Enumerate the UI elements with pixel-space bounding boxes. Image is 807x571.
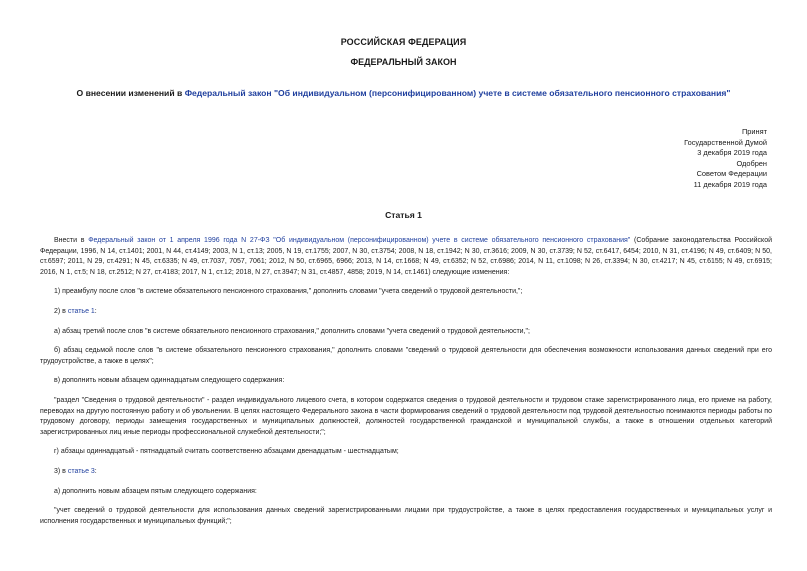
p2-suffix: : <box>94 307 97 315</box>
acceptance-block <box>684 127 767 191</box>
intro-suffix: (Собрание законодательства Российской Федерации, 1996, N 14, ст.1401; 2001, N 44, ст.4149; 2003, N 1, ст.13; 2005, N 19, ст.1755; 2007, N 30, ст.3754; 2008, N 18, ст.1942; N 30, ст.3616; 2009, N 30, ст.3739; N 52, ст.6417, 6454; 2010, N 31, ст.4196; N 49, ст.6409; N 50, ст.6597; 2011, N 29, ст.4291; N 45, ст.6335; N 49, ст.7037, 7057, 7061; 2012, N 50, ст.6965, 6966; 2013, N 14, ст.1668; N 49, ст.6352; N 52, ст.6986; 2014, N 11, ст.1098; N 26, ст.3394; N 30, ст.4217; N 45, ст.6155; N 49, ст.6915; 2016, N 1, ст.5; N 18, ст.2512; N 27, ст.4183; 2017, N 1, ст.12; 2018, N 27, ст.3947; N 31, ст.4857, 4858; 2019, N 14, ст.1461) следующие изменения: <box>40 237 772 276</box>
accepted-by: Государственной Думой <box>684 137 767 147</box>
paragraph-3a: а) дополнить новым абзацем пятым следующего содержания: <box>54 487 257 495</box>
paragraph-2c-quote: "раздел "Сведения о трудовой деятельности" - раздел индивидуального лицевого счета, в котором содержатся сведения о трудовой деятельности и трудовом стаже зарегистрированного лица, его приеме на работу, переводах на другую постоянную работу и об увольнении. В целях настоящего Федерального закона в части формирования сведений о трудовой деятельности под трудовой деятельностью понимаются периоды работы по трудовому договору, периоды замещения государственных и муниципальных должностей, должностей государственной гражданской и муниципальной службы, а также в отношении отдельных категорий зарегистрированных лиц иные периоды профессиональной служебной деятельности;"; <box>40 396 772 436</box>
paragraph-2a: а) абзац третий после слов "в системе обязательного пенсионного страхования," дополнить словами "учета сведений о трудовой деятельности,"; <box>54 327 530 335</box>
paragraph-2c: в) дополнить новым абзацем одиннадцатым следующего содержания: <box>54 377 285 385</box>
document-type-heading: ФЕДЕРАЛЬНЫЙ ЗАКОН <box>350 57 457 67</box>
country-heading: РОССИЙСКАЯ ФЕДЕРАЦИЯ <box>340 37 467 47</box>
paragraph-3 <box>40 467 772 478</box>
accepted-date: 3 декабря 2019 года <box>697 148 767 158</box>
subject-prefix: О внесении изменений в <box>76 88 185 98</box>
law-subject-title <box>0 88 807 98</box>
article-3-link[interactable]: статье 3 <box>67 467 95 475</box>
law-27fz-link[interactable]: Федеральный закон от 1 апреля 1996 года N 27-ФЗ "Об индивидуальном (персонифицированном) учете в системе обязательного пенсионного страхования" <box>88 237 631 244</box>
paragraph-3a-quote: "учет сведений о трудовой деятельности для использования данных сведений зарегистрированными лицами при трудоустройстве, а также в целях предоставления государственных и муниципальных услуг и исполнения государственных и муниципальных функций;"; <box>40 507 772 525</box>
article-intro <box>40 236 772 278</box>
p2-prefix: 2) в <box>54 307 68 315</box>
approved-by: Советом Федерации <box>696 169 767 179</box>
article-1-link[interactable]: статье 1 <box>67 307 95 315</box>
paragraph-2 <box>40 307 772 318</box>
p3-suffix: : <box>94 467 97 475</box>
p3-prefix: 3) в <box>54 467 68 475</box>
approved-label: Одобрен <box>736 158 767 168</box>
approved-date: 11 декабря 2019 года <box>693 179 767 189</box>
paragraph-1: 1) преамбулу после слов "в системе обязательного пенсионного страхования," дополнить словами "учета сведений о трудовой деятельности,"; <box>54 288 523 296</box>
accepted-label: Принят <box>741 127 767 136</box>
article-body <box>40 236 772 527</box>
paragraph-2b: б) абзац седьмой после слов "в системе обязательного пенсионного страхования," дополнить словами "сведений о трудовой деятельности для обеспечения возможности использования данных сведений при его трудоустройстве, а также в целях"; <box>40 347 772 365</box>
paragraph-2d: г) абзацы одиннадцатый - пятнадцатый считать соответственно абзацами двенадцатым - шестнадцатым; <box>54 448 399 456</box>
federal-law-link[interactable]: Федеральный закон "Об индивидуальном (персонифицированном) учете в системе обязательного пенсионного страхования" <box>184 88 731 98</box>
intro-prefix: Внести в <box>54 237 89 244</box>
article-title: Статья 1 <box>385 210 422 220</box>
